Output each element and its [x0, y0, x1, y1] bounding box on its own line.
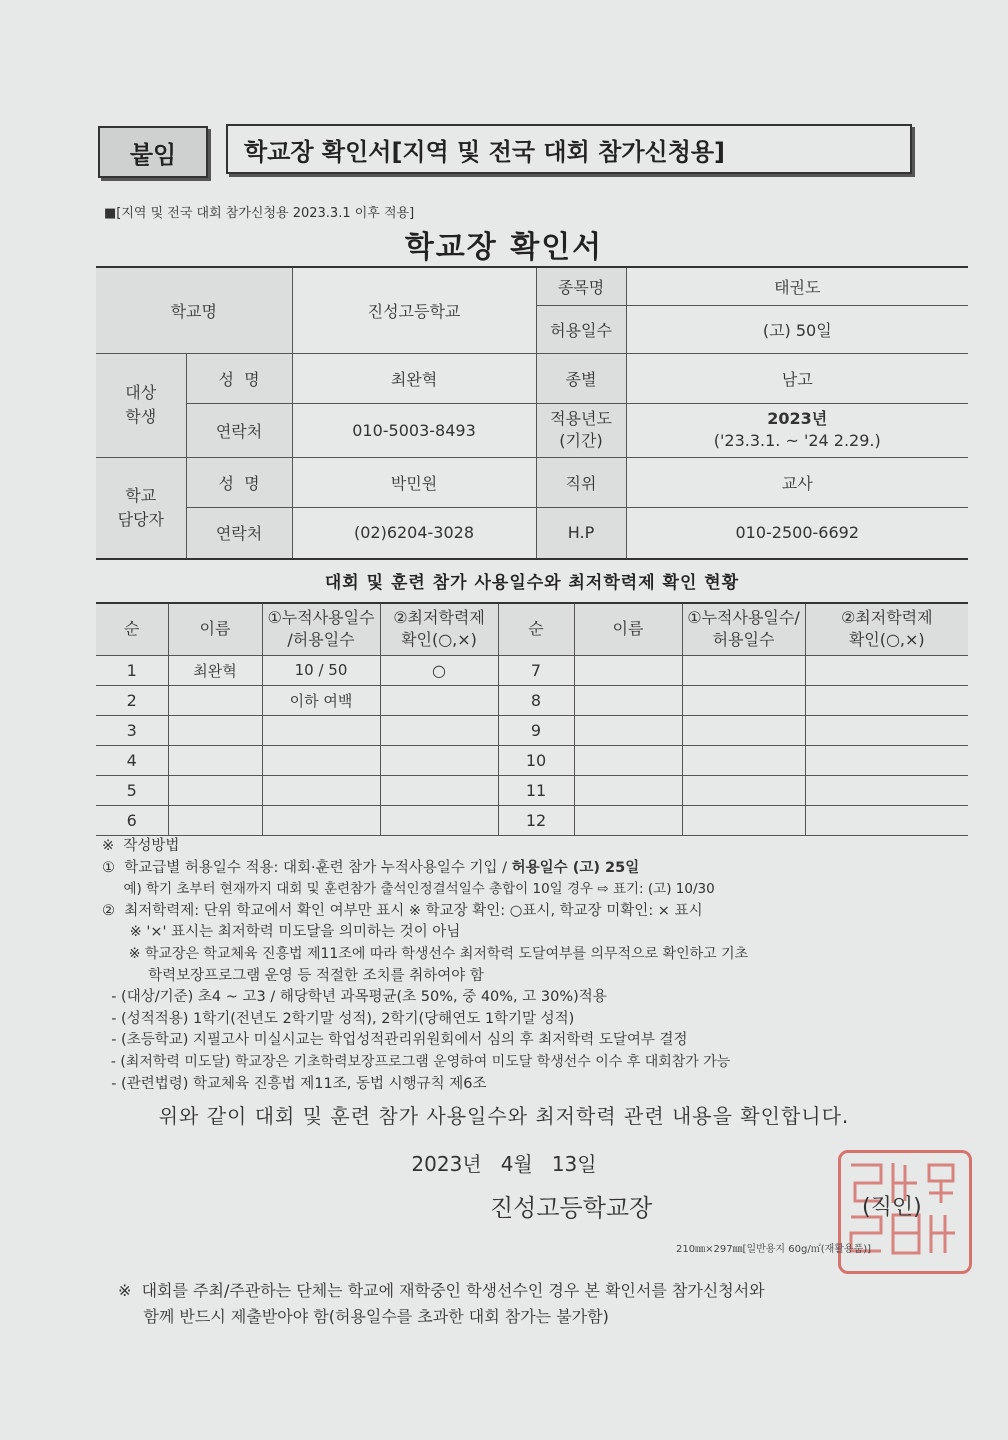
row-used: 이하 여백: [262, 685, 380, 715]
instructions-line: - (대상/기준) 초4 ~ 고3 / 해당학년 과목평균(초 50%, 중 40%, 고 30%)적용: [102, 989, 607, 1006]
row-cell: [574, 805, 682, 835]
row-num: 2: [96, 685, 168, 715]
row-used: 10 / 50: [262, 655, 380, 685]
row-num: 5: [96, 775, 168, 805]
row-name: [168, 685, 262, 715]
instructions-line: 학력보장프로그램 운영 등 적절한 조치를 취하여야 함: [102, 967, 484, 984]
instructions-line: 예) 학기 초부터 현재까지 대회 및 훈련참가 출석인정결석일수 총합이 10일 경우 ⇨ 표기: (고) 10/30: [102, 881, 715, 898]
footer-line: 함께 반드시 제출받아야 함(허용일수를 초과한 대회 참가는 불가함): [118, 1307, 609, 1326]
instructions-line: [102, 858, 962, 880]
position-label: 직위: [536, 457, 626, 507]
row-num: 6: [96, 805, 168, 835]
usage-header-name-right: 이름: [574, 603, 682, 655]
row-cell: [805, 805, 968, 835]
row-num-right: 10: [498, 745, 574, 775]
year-value: 2023년: [767, 409, 828, 428]
staff-name-label: 성 명: [186, 457, 292, 507]
row-cell: [805, 745, 968, 775]
header-title: 학교장 확인서[지역 및 전국 대회 참가신청용]: [244, 137, 726, 166]
row-cell: [805, 775, 968, 805]
row-used: [262, 775, 380, 805]
staff-name: 박민원: [292, 457, 536, 507]
row-num-right: 8: [498, 685, 574, 715]
student-name: 최완혁: [292, 353, 536, 403]
student-contact: 010-5003-8493: [292, 403, 536, 457]
row-name: [168, 775, 262, 805]
table-row: [96, 745, 968, 775]
event-value: 태권도: [626, 267, 968, 305]
year-cell: [626, 403, 968, 457]
seal-label: (직인): [862, 1195, 922, 1220]
instructions-heading: ※ 작성방법: [102, 838, 180, 854]
event-label: 종목명: [536, 267, 626, 305]
issue-date: 2023년 4월 13일: [411, 1152, 597, 1176]
row-num-right: 9: [498, 715, 574, 745]
row-name: 최완혁: [168, 655, 262, 685]
attachment-tag-text: 붙임: [129, 140, 177, 169]
row-check: [380, 805, 498, 835]
principal-title: 진성고등학교장: [490, 1194, 653, 1222]
row-used: [262, 715, 380, 745]
applicability-note: ■[지역 및 전국 대회 참가신청용 2023.3.1 이후 적용]: [104, 206, 415, 221]
row-cell: [574, 745, 682, 775]
row-used: [262, 745, 380, 775]
student-group-label: 대상 학생: [96, 353, 186, 457]
row-check: [380, 745, 498, 775]
row-cell: [574, 775, 682, 805]
instructions-line: ※ 학교장은 학교체육 진흥법 제11조에 따라 학생선수 최저학력 도달여부를 의무적으로 확인하고 기초: [102, 945, 749, 962]
paper-size-note: 210㎜×297㎜[일반용지 60g/㎡(재활용품)]: [676, 1244, 872, 1255]
school-label: 학교명: [96, 267, 292, 353]
row-check: [380, 715, 498, 745]
row-cell: [682, 685, 805, 715]
student-name-label: 성 명: [186, 353, 292, 403]
instructions: [102, 836, 962, 1095]
attachment-tag: [98, 126, 208, 178]
usage-header-num-right: 순: [498, 603, 574, 655]
table-row: [96, 715, 968, 745]
usage-header-name-left: 이름: [168, 603, 262, 655]
row-check: [380, 685, 498, 715]
header-title-box: [226, 124, 912, 174]
table-row: [96, 685, 968, 715]
year-period: ('23.3.1. ~ '24 2.29.): [713, 431, 881, 450]
row-num-right: 12: [498, 805, 574, 835]
usage-table: [96, 602, 968, 836]
student-contact-label: 연락처: [186, 403, 292, 457]
instructions-line-bold: 허용일수 (고) 25일: [511, 859, 640, 876]
footer-line: ※ 대회를 주최/주관하는 단체는 학교에 재학중인 학생선수인 경우 본 확인서를 참가신청서와: [118, 1281, 765, 1300]
usage-header-check-left: ②최저학력제 확인(○,×): [380, 603, 498, 655]
instructions-line-text: ① 학교급별 허용일수 적용: 대회·훈련 참가 누적사용일수 기입 /: [102, 859, 512, 876]
row-check: [380, 775, 498, 805]
usage-section-title: 대회 및 훈련 참가 사용일수와 최저학력제 확인 현황: [324, 572, 740, 593]
document-title: 학교장 확인서: [404, 230, 604, 265]
row-cell: [805, 715, 968, 745]
hp-value: 010-2500-6692: [626, 507, 968, 559]
instructions-line: - (초등학교) 지필고사 미실시교는 학업성적관리위원회에서 심의 후 최저학력 도달여부 결정: [102, 1032, 688, 1049]
position-value: 교사: [626, 457, 968, 507]
hp-label: H.P: [536, 507, 626, 559]
row-cell: [574, 655, 682, 685]
row-cell: [682, 715, 805, 745]
row-cell: [574, 685, 682, 715]
row-used: [262, 805, 380, 835]
row-name: [168, 745, 262, 775]
row-num: 4: [96, 745, 168, 775]
gender-value: 남고: [626, 353, 968, 403]
row-cell: [574, 715, 682, 745]
instructions-line: ※ '×' 표시는 최저학력 미도달을 의미하는 것이 아님: [102, 924, 461, 941]
gender-label: 종별: [536, 353, 626, 403]
staff-contact: (02)6204-3028: [292, 507, 536, 559]
table-row: [96, 805, 968, 835]
year-label: 적용년도 (기간): [536, 403, 626, 457]
row-num: 3: [96, 715, 168, 745]
staff-contact-label: 연락처: [186, 507, 292, 559]
usage-header-num-left: 순: [96, 603, 168, 655]
usage-header-used-right: ①누적사용일수/ 허용일수: [682, 603, 805, 655]
instructions-line: ② 최저학력제: 단위 학교에서 확인 여부만 표시 ※ 학교장 확인: ○표시, 학교장 미확인: × 표시: [102, 902, 703, 919]
info-table: [96, 266, 968, 560]
row-name: [168, 715, 262, 745]
allowed-days-label: 허용일수: [536, 305, 626, 353]
confirmation-statement: 위와 같이 대회 및 훈련 참가 사용일수와 최저학력 관련 내용을 확인합니다.: [158, 1104, 850, 1128]
usage-header-check-right: ②최저학력제 확인(○,×): [805, 603, 968, 655]
usage-header-used-left: ①누적사용일수 /허용일수: [262, 603, 380, 655]
table-row: [96, 775, 968, 805]
row-cell: [682, 775, 805, 805]
instructions-line: - (관련법령) 학교체육 진흥법 제11조, 동법 시행규칙 제6조: [102, 1075, 487, 1092]
row-num-right: 7: [498, 655, 574, 685]
row-name: [168, 805, 262, 835]
instructions-line: - (최저학력 미도달) 학교장은 기초학력보장프로그램 운영하여 미도달 학생선수 이수 후 대회참가 가능: [102, 1053, 731, 1070]
allowed-days-value: (고) 50일: [626, 305, 968, 353]
row-cell: [805, 685, 968, 715]
footer-note: [118, 1278, 938, 1330]
row-cell: [682, 805, 805, 835]
staff-group-label: 학교 담당자: [96, 457, 186, 559]
row-num: 1: [96, 655, 168, 685]
row-cell: [682, 745, 805, 775]
row-cell: [682, 655, 805, 685]
instructions-line: - (성적적용) 1학기(전년도 2학기말 성적), 2학기(당해연도 1학기말 성적): [102, 1010, 575, 1027]
row-num-right: 11: [498, 775, 574, 805]
school-value: 진성고등학교: [292, 267, 536, 353]
table-row: [96, 655, 968, 685]
row-check: ○: [380, 655, 498, 685]
row-cell: [805, 655, 968, 685]
